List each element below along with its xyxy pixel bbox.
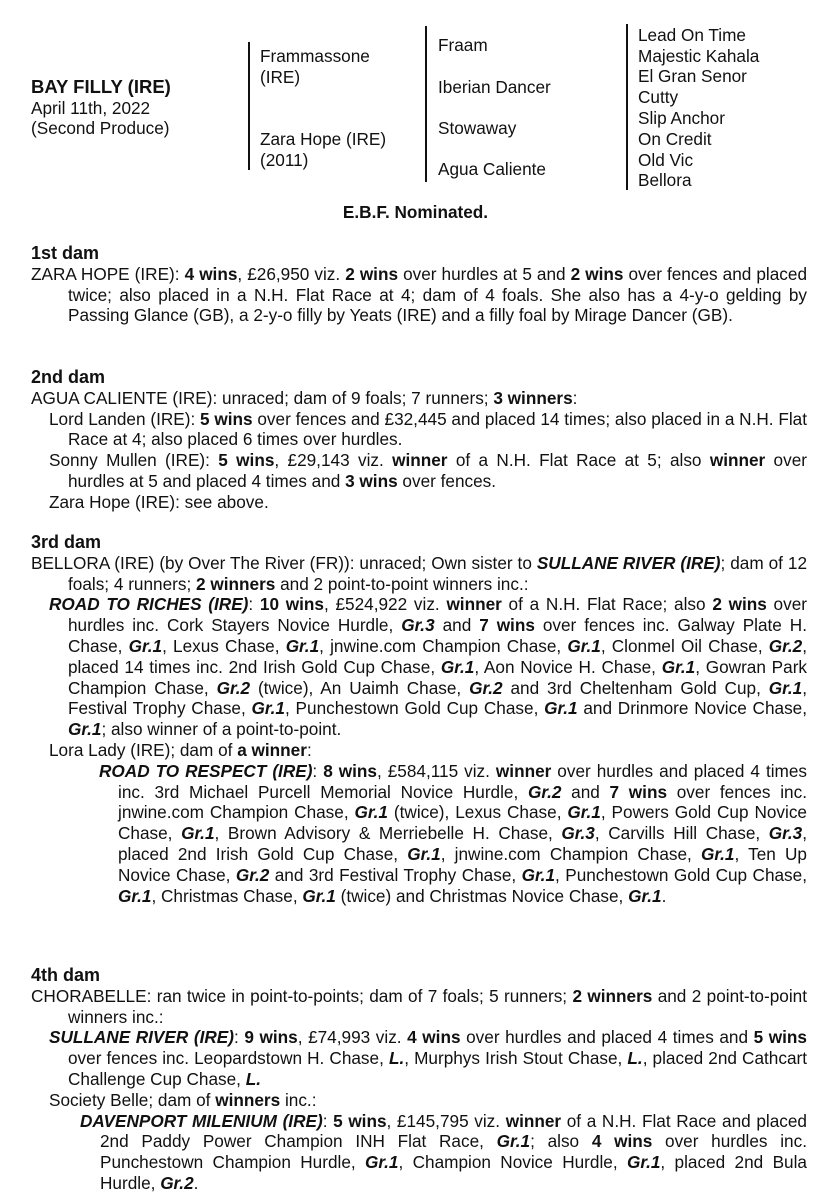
great-grandparent-8: Bellora <box>638 170 692 190</box>
dam-paragraph: AGUA CALIENTE (IRE): unraced; dam of 9 foals; 7 runners; 3 winners: <box>31 387 578 408</box>
progeny-entry: Society Belle; dam of winners inc.: <box>49 1089 317 1110</box>
great-grandparent-5: Slip Anchor <box>638 108 725 128</box>
section-first-dam <box>31 243 807 326</box>
section-heading: 2nd dam <box>31 367 106 387</box>
progeny-entry: SULLANE RIVER (IRE): 9 wins, £74,993 viz. 4 wins over hurdles and placed 4 times and 5 wins over fences inc. Leopardstown H. Chase, L., Murphys Irish Stout Chase, L., placed 2nd Cathcart Challenge Cup Chase, L. <box>49 1027 807 1089</box>
grandparent-3: Stowaway <box>438 118 517 138</box>
great-grandparent-4: Cutty <box>638 87 679 107</box>
great-grandparent-7: Old Vic <box>638 150 694 170</box>
great-grandparent-2: Majestic Kahala <box>638 46 760 66</box>
grand-progeny-entry: ROAD TO RESPECT (IRE): 8 wins, £584,115 viz. winner over hurdles and placed 4 times inc. 3rd Michael Purcell Memorial Novice Hurdle, Gr.2 and 7 wins over fences inc. jnwine.com Champion Chase, Gr.1 (twice), Lexus Chase, Gr.1, Powers Gold Cup Novice Chase, Gr.1, Brown Advisory & Merriebelle H. Chase, Gr.3, Carvills Hill Chase, Gr.3, placed 2nd Irish Gold Cup Chase, Gr.1, jnwine.com Champion Chase, Gr.1, Ten Up Novice Chase, Gr.2 and 3rd Festival Trophy Chase, Gr.1, Punchestown Gold Cup Chase, Gr.1, Christmas Chase, Gr.1 (twice) and Christmas Novice Chase, Gr.1. <box>99 760 808 906</box>
progeny-entry: Lora Lady (IRE); dam of a winner: <box>49 739 312 760</box>
section-heading: 4th dam <box>31 965 101 985</box>
section-heading: 1st dam <box>31 243 100 263</box>
grandparent-1: Fraam <box>438 35 488 55</box>
dam-paragraph: BELLORA (IRE) (by Over The River (FR)): unraced; Own sister to SULLANE RIVER (IRE); dam of 12 foals; 4 runners; 2 winners and 2 point-to-point winners inc.: <box>31 552 808 594</box>
grandparent-2: Iberian Dancer <box>438 77 551 97</box>
pedigree-bracket-1 <box>248 42 250 170</box>
progeny-entry: Zara Hope (IRE): see above. <box>49 491 269 512</box>
great-grandparent-1: Lead On Time <box>638 25 746 45</box>
produce-number: (Second Produce) <box>31 118 170 138</box>
pedigree-bracket-3 <box>626 24 628 190</box>
progeny-entry: Sonny Mullen (IRE): 5 wins, £29,143 viz. winner of a N.H. Flat Race at 5; also winner over hurdles at 5 and placed 4 times and 3 wins over fences. <box>49 450 807 491</box>
sire-name: Frammassone (IRE) <box>260 46 370 87</box>
foaling-date: April 11th, 2022 <box>31 98 151 118</box>
section-fourth-dam <box>31 965 807 1194</box>
horse-name: BAY FILLY (IRE) <box>31 76 171 97</box>
grandparent-4: Agua Caliente <box>438 159 546 179</box>
section-second-dam <box>31 367 807 513</box>
dam-paragraph: CHORABELLE: ran twice in point-to-points; dam of 7 foals; 5 runners; 2 winners and 2 point-to-point winners inc.: <box>31 985 807 1027</box>
ebf-nomination: E.B.F. Nominated. <box>342 202 489 222</box>
section-third-dam <box>31 532 807 906</box>
dam-paragraph: ZARA HOPE (IRE): 4 wins, £26,950 viz. 2 wins over hurdles at 5 and 2 wins over fences and placed twice; also placed in a N.H. Flat Race at 4; dam of 4 foals. She also has a 4-y-o gelding by Passing Glance (GB), a 2-y-o filly by Yeats (IRE) and a filly foal by Mirage Dancer (GB). <box>31 263 808 326</box>
grand-progeny-entry: DAVENPORT MILENIUM (IRE): 5 wins, £145,795 viz. winner of a N.H. Flat Race and placed 2nd Paddy Power Champion INH Flat Race, Gr.1; also 4 wins over hurdles inc. Punchestown Champion Hurdle, Gr.1, Champion Novice Hurdle, Gr.1, placed 2nd Bula Hurdle, Gr.2. <box>80 1110 807 1193</box>
progeny-entry: Lord Landen (IRE): 5 wins over fences and £32,445 and placed 14 times; also placed in a N.H. Flat Race at 4; also placed 6 times over hurdles. <box>49 408 807 450</box>
great-grandparent-3: El Gran Senor <box>638 66 747 86</box>
great-grandparent-6: On Credit <box>638 129 712 149</box>
section-heading: 3rd dam <box>31 532 102 552</box>
pedigree-bracket-2 <box>425 26 427 182</box>
progeny-entry: ROAD TO RICHES (IRE): 10 wins, £524,922 viz. winner of a N.H. Flat Race; also 2 wins over hurdles inc. Cork Stayers Novice Hurdle, Gr.3 and 7 wins over fences inc. Galway Plate H. Chase, Gr.1, Lexus Chase, Gr.1, jnwine.com Champion Chase, Gr.1, Clonmel Oil Chase, Gr.2, placed 14 times inc. 2nd Irish Gold Cup Chase, Gr.1, Aon Novice H. Chase, Gr.1, Gowran Park Champion Chase, Gr.2 (twice), An Uaimh Chase, Gr.2 and 3rd Cheltenham Gold Cup, Gr.1, Festival Trophy Chase, Gr.1, Punchestown Gold Cup Chase, Gr.1 and Drinmore Novice Chase, Gr.1; also winner of a point-to-point. <box>49 594 808 740</box>
dam-name: Zara Hope (IRE) (2011) <box>260 129 387 170</box>
